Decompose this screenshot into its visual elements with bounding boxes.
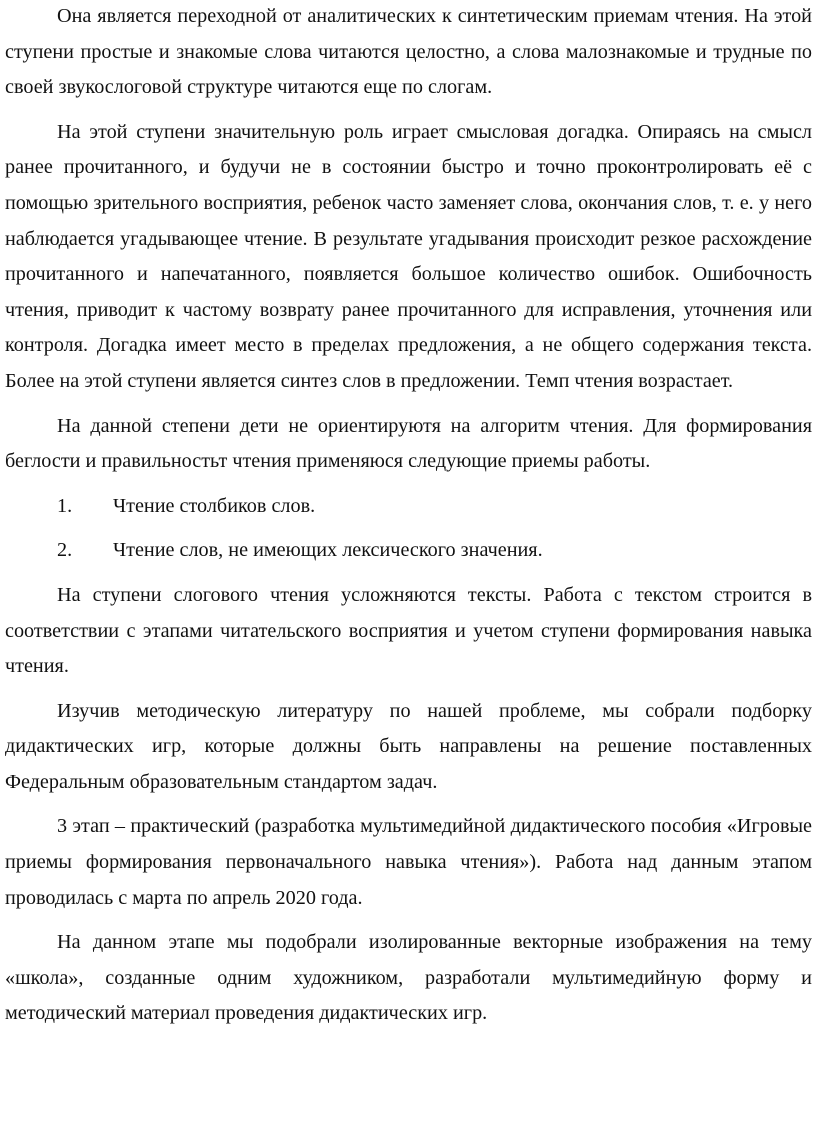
paragraph-gap (5, 480, 812, 489)
paragraph-gap (5, 106, 812, 115)
paragraph-4: На ступени слогового чтения усложняются тексты. Работа с текстом строится в соответствии с этапами читательского восприятия и учетом ступени формирования навыка чтения. (5, 583, 812, 678)
paragraph-gap (5, 569, 812, 578)
list-item-1 (5, 489, 812, 525)
paragraph-7: На данном этапе мы подобрали изолированные векторные изображения на тему «школа», созданные одним художником, разработали мультимедийную форму и методический материал проведения дидактических игр. (5, 931, 812, 1025)
paragraph-3: На данной степени дети не ориентируютя на алгоритм чтения. Для формирования беглости и правильностьт чтения применяюся следующие приемы работы. (5, 414, 812, 473)
list-number: 1. (57, 494, 73, 517)
list-item-2 (5, 533, 812, 569)
paragraph-gap (5, 800, 812, 809)
list-number: 2. (57, 539, 73, 562)
paragraph-1: Она является переходной от аналитических к синтетическим приемам чтения. На этой ступени простые и знакомые слова читаются целостно, а слова малознакомые и трудные по своей звукослоговой структуре читаются еще по слогам. (5, 5, 812, 99)
paragraph-2: На этой ступени значительную роль играет смысловая догадка. Опираясь на смысл ранее прочитанного, и будучи не в состоянии быстро и точно проконтролировать её с помощью зрительного восприятия, ребенок часто заменяет слова, окончания слов, т. е. у него наблюдается угадывающее чтение. В результате угадывания происходит резкое расхождение прочитанного и напечатанного, появляется большое количество ошибок. Ошибочность чтения, приводит к частому возврату ранее прочитанного для исправления, уточнения или контроля. Догадка имеет место в пределах предложения, а не общего содержания текста. Более на этой ступени является синтез слов в предложении. Темп чтения возрастает. (5, 120, 812, 392)
paragraph-gap (5, 400, 812, 409)
paragraph-6: 3 этап – практический (разработка мультимедийной дидактического пособия «Игровые приемы формирования первоначального навыка чтения»). Работа над данным этапом проводилась с марта по апрель 2020 года. (5, 815, 812, 909)
paragraph-gap (5, 916, 812, 925)
paragraph-gap (5, 524, 812, 533)
paragraph-5: Изучив методическую литературу по нашей проблеме, мы собрали подборку дидактических игр, которые должны быть направлены на решение поставленных Федеральным образовательным стандартом задач. (5, 699, 812, 793)
list-item-text: Чтение столбиков слов. (113, 494, 316, 517)
paragraph-gap (5, 685, 812, 694)
list-item-text: Чтение слов, не имеющих лексического значения. (113, 539, 543, 562)
